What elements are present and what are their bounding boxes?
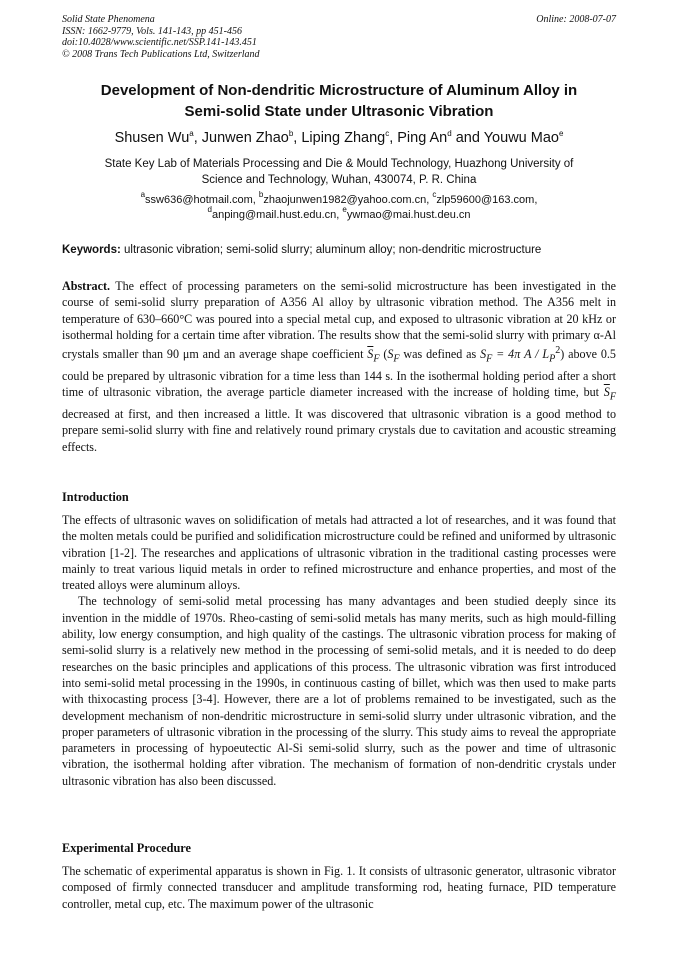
email-a[interactable]: ssw636@hotmail.com, <box>145 194 259 206</box>
section-heading-experimental: Experimental Procedure <box>62 841 191 855</box>
affiliation <box>62 156 616 188</box>
email-mark: d <box>207 205 212 214</box>
online-date: Online: 2008-07-07 <box>536 14 616 25</box>
abstract-text: ( <box>379 347 388 362</box>
keywords-label: Keywords: <box>62 244 121 256</box>
formula-rhs: = 4π A / L <box>492 347 550 362</box>
author-name: Junwen Zhao <box>201 130 289 146</box>
author-mark: a <box>189 129 194 138</box>
shape-coefficient-symbol: S <box>387 347 394 362</box>
email-mark: a <box>140 190 146 199</box>
abstract-text: The effect of processing parameters on the semi-solid microstructure has been investigated in the course of semi-solid slurry preparation of A356 Al alloy by ultrasonic vibration method. The A356 melt in temperature of 630–660°C was poured into a special metal cup, and exposed to ultrasonic vibration at 20 kHz or isothermal holding for a certain time after vibration. The results show that the semi-solid slurry with primary α-Al crystals smaller than 90 μm and an average shape coefficient <box>62 279 616 362</box>
shape-coefficient-subscript: F <box>393 353 400 365</box>
abstract-label: Abstract. <box>62 279 111 293</box>
journal-header <box>62 14 616 60</box>
journal-name: Solid State Phenomena <box>62 14 155 25</box>
abstract-text: ) above 0.5 could be prepared by ultrasonic vibration for a time less than 144 s. In the isothermal holding period after a short time of ultrasonic vibration, the average particle diameter increased with the increase of holding time, but <box>62 347 616 400</box>
email-mark: b <box>258 190 264 199</box>
shape-coefficient-symbol: $\overline{S}$ <box>603 385 610 400</box>
journal-copyright: © 2008 Trans Tech Publications Ltd, Switzerland <box>62 48 260 60</box>
email-c[interactable]: zlp59600@163.com, <box>436 194 538 206</box>
email-mark: e <box>342 205 347 214</box>
shape-coefficient-symbol: $\overline{S}$ <box>367 347 374 362</box>
keywords-text: ultrasonic vibration; semi-solid slurry; aluminum alloy; non-dendritic microstructure <box>120 244 542 256</box>
email-mark: c <box>432 190 437 199</box>
paragraph: The technology of semi-solid metal processing has many advantages and been studied deeply since its invention in the middle of 1970s. Rheo-casting of semi-solid metals has many merits, such as high mould-filling ability, low energy consumption, and high quality of the castings. The ultrasonic vibration process for making of semi-solid slurry is a relatively new method in the processing of semi-solid metals, and it is needed to do deep researches on the basic principles and applications of this process. The ultrasonic vibration was first introduced into semi-solid metal processing in the 1990s, in continuous casting of billet, which was then used to make parts with thixocasting process [3-4]. However, there are a lot of problems remained to be investigated, such as the development mechanism of non-dendritic microstructure in semi-solid slurry under ultrasonic vibration, and the proper parameters of ultrasonic vibration in the processing of the slurry. This study aims to reveal the appropriate parameters in processing of hypoeutectic Al-Si semi-solid slurry, such as the power and time of ultrasonic vibration, the isothermal holding after vibration. The mechanism of formation of non-dendritic crystals under ultrasonic vibration has also been discussed. <box>62 594 616 788</box>
shape-coefficient-subscript: F <box>373 353 380 365</box>
author-name: Liping Zhang <box>301 130 386 146</box>
formula-lhs-subscript: F <box>486 353 493 365</box>
experimental-body <box>62 863 616 912</box>
paper-title <box>62 80 616 122</box>
paper-title-line-2: Semi-solid State under Ultrasonic Vibration <box>184 103 494 120</box>
author-mark: d <box>447 129 452 138</box>
author-list <box>62 128 616 148</box>
email-line-2 <box>62 205 616 223</box>
author-separator: , <box>293 130 302 146</box>
abstract <box>62 278 616 455</box>
paragraph: The schematic of experimental apparatus is shown in Fig. 1. It consists of ultrasonic generator, ultrasonic vibrator composed of firmly connected transducer and amplitude transforming rod, heating furnace, PID temperature controller, metal cup, etc. The maximum power of the ultrasonic <box>62 864 616 911</box>
introduction-body <box>62 512 616 789</box>
email-d[interactable]: anping@mail.hust.edu.cn, <box>211 209 343 221</box>
author-separator: , <box>389 130 398 146</box>
author-name: Youwu Mao <box>483 130 559 146</box>
email-line-1 <box>62 190 616 208</box>
formula-lhs: S <box>480 347 487 362</box>
journal-doi: doi:10.4028/www.scientific.net/SSP.141-143.451 <box>62 37 257 48</box>
author-and: and <box>451 130 484 146</box>
formula-rhs-superscript: 2 <box>555 345 561 357</box>
author-name: Ping An <box>397 130 448 146</box>
affiliation-line-2: Science and Technology, Wuhan, 430074, P. R. China <box>201 174 477 186</box>
email-e[interactable]: ywmao@mai.hust.deu.cn <box>346 209 471 221</box>
section-heading-introduction: Introduction <box>62 490 129 504</box>
paper-title-line-1: Development of Non-dendritic Microstructure of Aluminum Alloy in <box>100 82 578 99</box>
abstract-text: decreased at first, and then increased a little. It was discovered that ultrasonic vibration is a good method to prepare semi-solid slurry with fine and relatively round primary crystals due to cavitation and acoustic streaming effects. <box>62 406 616 454</box>
paragraph: The effects of ultrasonic waves on solidification of metals had attracted a lot of researches, and it was found that the molten metals could be purified and solidification microstructure could be refined and uniformed by ultrasonic vibration [1-2]. The researches and applications of ultrasonic vibration in the traditional casting processes were mainly to treat various liquid metals in order to refined microstructure and enhance properties, and most of the treated alloys were aluminum alloys. <box>62 513 616 593</box>
affiliation-line-1: State Key Lab of Materials Processing and Die & Mould Technology, Huazhong University of <box>104 158 574 170</box>
email-b[interactable]: zhaojunwen1982@yahoo.com.cn, <box>263 194 433 206</box>
author-mark: b <box>288 129 294 138</box>
abstract-text: was defined as <box>399 347 481 362</box>
author-name: Shusen Wu <box>114 130 190 146</box>
keywords <box>62 243 616 258</box>
author-mark: c <box>385 129 390 138</box>
journal-issn: ISSN: 1662-9779, Vols. 141-143, pp 451-456 <box>62 25 242 37</box>
author-mark: e <box>558 129 564 138</box>
author-separator: , <box>193 130 202 146</box>
shape-coefficient-subscript: F <box>609 391 616 403</box>
formula-rhs-subscript: P <box>549 353 556 365</box>
author-emails <box>62 190 616 223</box>
